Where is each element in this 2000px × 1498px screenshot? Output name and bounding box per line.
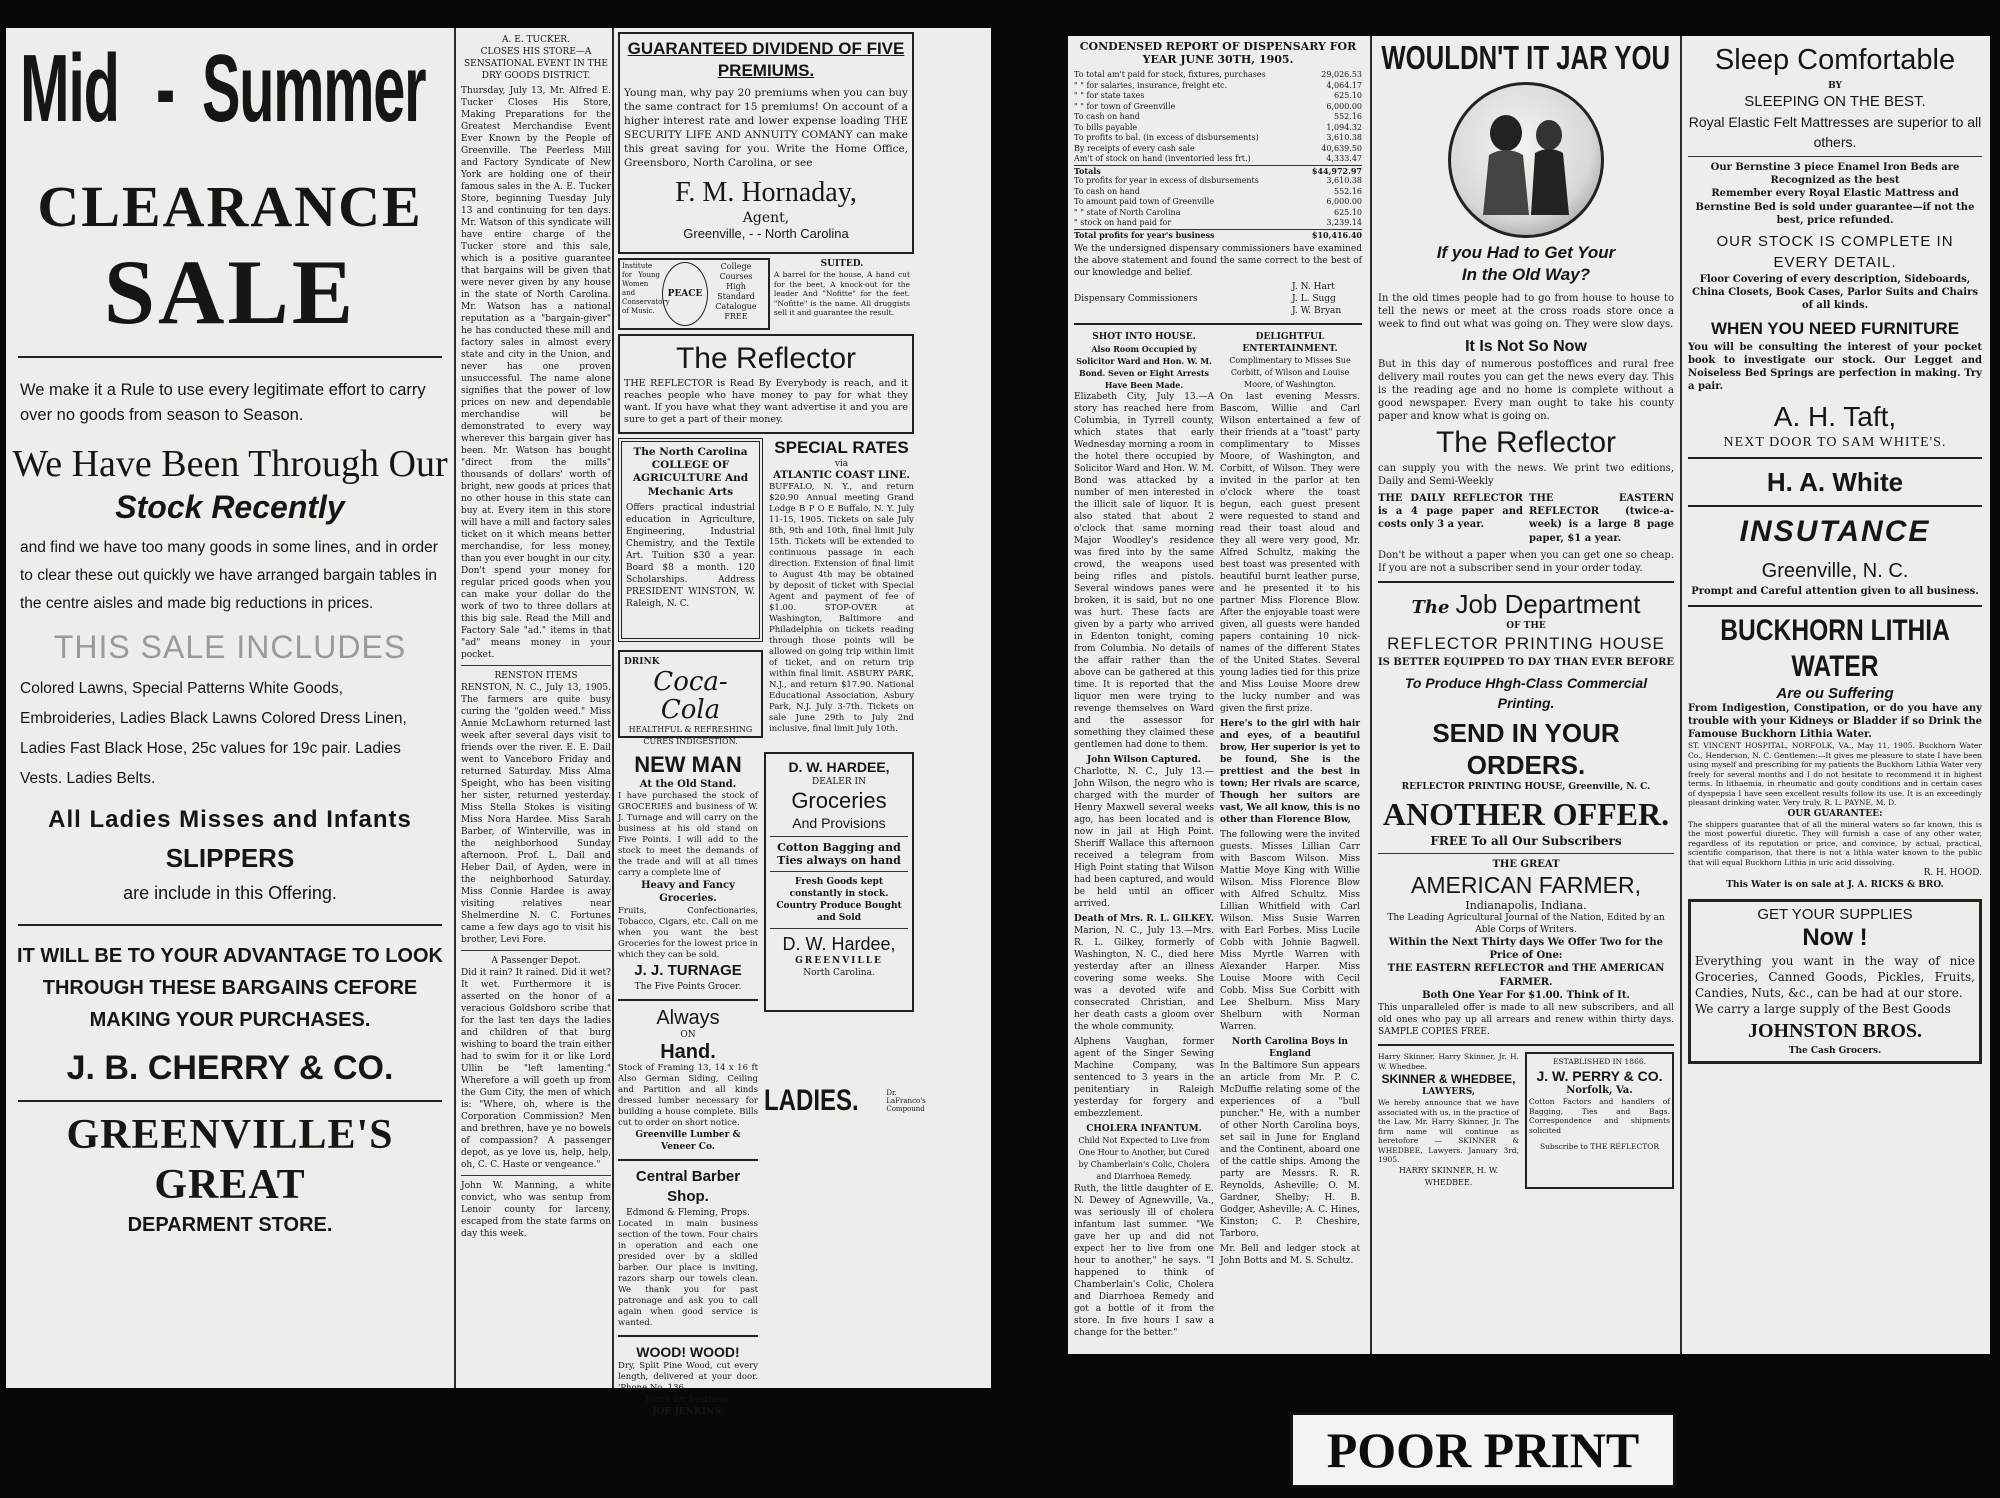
divider	[1378, 1044, 1674, 1046]
dispensary-row	[1074, 208, 1362, 219]
dispensary-row-label: To profits for year in excess of disbursements	[1074, 176, 1259, 186]
mid-summer-heading	[6, 34, 454, 174]
heavy-fancy: Heavy and Fancy Groceries.	[641, 880, 735, 905]
dispensary-row-value: $10,416.40	[1311, 229, 1362, 240]
floor-text: Floor Covering of every description, Sideboards, China Closets, Book Cases, Parlor Suits and Chairs of all kinds.	[1692, 274, 1978, 312]
right-newspaper-page	[1068, 36, 1990, 1354]
divider	[18, 356, 442, 358]
greenville-nc: Greenville, N. C.	[1761, 560, 1909, 583]
remember-text: Remember every Royal Elastic Mattress and Bernstine Bed is sold under guarantee—if not the best, price refunded.	[1695, 188, 1975, 226]
dispensary-row-label: To total am't paid for stock, fixtures, purchases	[1074, 70, 1266, 80]
page-gutter	[1000, 0, 1058, 1498]
white-name: H. A. White	[1766, 467, 1904, 498]
dispensary-row-label: Total profits for year's business	[1074, 229, 1215, 240]
sleeping-text: SLEEPING ON THE BEST.	[1744, 93, 1926, 110]
hardee-signature: D. W. Hardee,	[782, 934, 896, 955]
cholera-subheading: Child Not Expected to Live from One Hour to Another, but Cured by Chamberlain's Colic, Cholera and Diarrhoea Remedy.	[1078, 1136, 1210, 1182]
johnston-name: JOHNSTON BROS.	[1747, 1020, 1923, 1043]
ladies-heading: LADIES.	[764, 1084, 859, 1117]
wood-signoff: Yours for business,	[644, 1394, 732, 1405]
renston-heading: RENSTON ITEMS	[494, 671, 578, 681]
dispensary-row	[1074, 144, 1362, 155]
reflector-address: REFLECTOR PRINTING HOUSE, Greenville, N. C.	[1401, 782, 1651, 793]
always-body: Stock of Framing 13, 14 x 16 ft Also German Siding, Ceiling and Partition and all kinds dressed lumber necessary for building a house complete. Bills cut to order on short notice.	[618, 1062, 758, 1128]
agent-label: Agent,	[742, 210, 790, 226]
ladies-ad	[764, 1082, 926, 1120]
dispensary-row-value: 1,094.32	[1326, 122, 1362, 132]
dispensary-row-label: Am't of stock on hand (inventoried less frt.)	[1074, 154, 1251, 164]
newman-heading: NEW MAN	[634, 752, 742, 777]
included-text: are include in this Offering.	[123, 883, 337, 903]
ads-column	[616, 28, 926, 1417]
supplies-body: Everything you want in the way of nice Groceries, Canned Goods, Pickles, Fruits, Candies, Nuts, &c., can be had at our store.	[1695, 954, 1975, 1001]
vaughan-article: Alphens Vaughan, former agent of the Singer Sewing Machine Company, was sentenced to 3 years in the penitentiary in Raleigh yesterday for forgery and embezzlement.	[1074, 1037, 1214, 1120]
journal-text: The Leading Agricultural Journal of the Nation, Edited by an Able Corps of Writers.	[1387, 913, 1665, 936]
turnage-name: J. J. TURNAGE	[634, 961, 742, 979]
daily-edition: THE DAILY REFLECTOR is a 4 page paper and costs only 3 a year.	[1378, 493, 1523, 531]
divider	[1688, 457, 1982, 459]
shot-article: Elizabeth City, July 13.—A story has reached here from Columbia, in Tyrrell county, which states that early Wednesday morning a room in the hotel there occupied by Solicitor Ward and Hon. W. M. Bond was attacked by a number of men interested in the illicit sale of liquor. It is also stated that about 2 o'clock that same morning Major Woodley's residence was fired into by the same crowd, the weapons used being rifles and pistols. Several windows panes were broken, it is said, but no one was hurt. These facts are given by a party who arrived in Edenton tonight, coming from Columbia. No details of the affair rather than the above can be gathered at this time. It is reported that the liquor men were trying to revenge themselves on Ward and the assessor for something they claimed these gentlemen had done to them.	[1074, 392, 1214, 751]
always-heading: Always	[656, 1006, 720, 1029]
both-text: Both One Year For $1.00. Think of It.	[1422, 989, 1630, 1001]
hardee-dealer: DEALER IN	[812, 777, 866, 787]
college-column	[618, 438, 763, 748]
skinner-name: SKINNER & WHEDBEE,	[1381, 1072, 1516, 1087]
shot-heading: SHOT INTO HOUSE.	[1092, 332, 1196, 343]
reflector-body: can supply you with the news. We print two editions, Daily and Semi-Weekly	[1378, 462, 1674, 487]
divider	[770, 836, 908, 837]
dispensary-row-label: " " state of North Carolina	[1074, 207, 1181, 217]
suited-body: A barrel for the house, A hand cut for the beet, A knock-out for the leader And "Nofitte" for the feet. "Nofitte" is the name. All druggists sell it and guarantee the result.	[773, 270, 910, 317]
skinner-ad	[1378, 1052, 1519, 1189]
dividend-body: Young man, why pay 20 premiums when you can buy the same contract for 15 premiums! On account of a higher interest rate and lower expense loading THE SECURITY LIFE AND ANNUITY COMANY can make this great saving for you. Write the Home Office, Greensboro, North Carolina, or see	[624, 87, 908, 169]
newman-hardee-row	[618, 752, 926, 1418]
dispensary-row	[1074, 229, 1362, 241]
rates-body: BUFFALO, N. Y., and return $20.90 Annual meeting Grand Lodge B P O E Buffalo, N. Y. July 11-15, 1905. Tickets on sale July 8th, 9th and 10th, final limit July 15th. Tickets will be extended to continuous passage in each direction. Extension of final limit to August 4th may be obtained by deposit of ticket with Special Agent and payment of fee of $1.00. STOP-OVER at Washington, Baltimore and Philadelphia on tickets reading through those points will be allowed on going trip within limit of ticket, and on return trip within final limit. ASBURY PARK, N.J., and return $17.90. National Educational Association, Asbury Park, N.J. July 3-7th. Tickets on sale June 29th to July 2nd inclusive, final limit July 10th.	[769, 482, 914, 734]
divider	[461, 1175, 611, 1176]
dispensary-row-value: 625.10	[1334, 207, 1362, 217]
boys-article: In the Baltimore Sun appears an article from Mr. P. C. McDuffie relating some of the experiences of a "bull puncher." He, with a number of other North Carolina boys, set sail in June for England and the Continent, aboard one of the cattle ships. Among the party are Messrs. R. R. Reynolds, Asheville; O. M. Gardner, Shelby; H. B. Godger, Asheville; A. C. Hines, Kinston; C. P. Cheshire, Tarboro.	[1220, 1061, 1360, 1240]
divider	[1074, 323, 1362, 325]
dispensary-row-value: 552.16	[1334, 112, 1362, 122]
dividend-heading: GUARANTEED DIVIDEND OF FIVE PREMIUMS.	[627, 39, 905, 80]
rates-heading: SPECIAL RATES	[774, 438, 909, 457]
bernstine-text: Our Bernstine 3 piece Enamel Iron Beds are Recognized as the best	[1710, 162, 1960, 187]
job-heading-row	[1378, 589, 1674, 620]
carry-text: We carry a large supply of the Best Goods	[1695, 1002, 1951, 1017]
send-orders: SEND IN YOUR ORDERS.	[1432, 718, 1620, 781]
summer-word: Summer	[202, 35, 426, 142]
jar-illustration	[1448, 82, 1604, 238]
all-ladies-heading: All Ladies Misses and Infants	[48, 806, 412, 833]
wood-heading: WOOD! WOOD!	[636, 1343, 740, 1360]
divider	[618, 999, 758, 1001]
produce-text: To Produce Hhgh-Class Commercial Printing.	[1404, 675, 1648, 712]
signer: J. W. Bryan	[1292, 306, 1342, 317]
dispensary-row	[1074, 176, 1362, 187]
signer: J. L. Sugg	[1292, 294, 1336, 305]
dispensary-row-label: Totals	[1074, 165, 1101, 176]
cholera-heading: CHOLERA INFANTUM.	[1086, 1124, 1202, 1135]
guarantee-heading: OUR GUARANTEE:	[1787, 808, 1883, 819]
groceries-heading: Groceries	[791, 788, 887, 813]
poor-print-label: POOR PRINT	[1290, 1412, 1676, 1488]
column-rule	[1370, 36, 1372, 1354]
suited-ad	[770, 258, 914, 330]
divider	[18, 924, 442, 926]
printing-house: REFLECTOR PRINTING HOUSE	[1387, 634, 1665, 654]
suffering-text: Are ou Suffering	[1776, 684, 1894, 702]
guarantee-text: The shippers guarantee that of all the mineral waters so far known, this is the most powerful diuretic. They will furnish a case of any other water, regardless of its reputation or price, and convince, by actual, practical, scientific comparison, that there is not a lithia water known to the public that will equal Buckhorn Lithia in uric acid dissolving.	[1688, 819, 1982, 867]
gilkey-article: Marion, N. C., July 13.—Mrs. R. L. Gilkey, formerly of Washington, N. C., died here yesterday after an illness covering some weeks. She was a devoted wife and consecrated Christian, and her death casts a gloom over the whole community.	[1074, 926, 1214, 1033]
dispensary-row	[1074, 218, 1362, 229]
of-the: OF THE	[1506, 621, 1546, 632]
peace-right-text: College Courses High Standard Catalogue FREE	[715, 262, 757, 321]
stock-complete: OUR STOCK IS COMPLETE IN EVERY DETAIL.	[1716, 233, 1954, 272]
bagging-text: Cotton Bagging and Ties always on hand	[777, 841, 901, 868]
ladies-compound: Dr. LaFranco's Compound	[886, 1089, 926, 1113]
newman-body: I have purchased the stock of GROCERIES and business of W. J. Turnage and will carry on the business at his old stand on Five Points. I will add to the stock to meet the demands of the trade and will at all times carry a complete line of	[618, 791, 758, 879]
lumber-name: Greenville Lumber & Veneer Co.	[635, 1129, 741, 1152]
dispensary-row-label: " " for state taxes	[1074, 91, 1145, 101]
column-rule	[1680, 36, 1682, 1354]
sale-includes: THIS SALE INCLUDES	[53, 629, 407, 665]
always-on: ON	[680, 1029, 696, 1040]
dispensary-row-value: 625.10	[1334, 91, 1362, 101]
news-column-tucker	[458, 28, 614, 1388]
hardee-ad	[764, 752, 914, 1012]
news-column-shot	[1074, 331, 1214, 1339]
reduction-text: and find we have too many goods in some lines, and in order to clear these out quickly we have arranged bargain tables in the centre aisles and made big reductions in prices.	[20, 539, 438, 612]
wilson-article: Charlotte, N. C., July 13.—John Wilson, the negro who is charged with the murder of Henry Maxwell several weeks ago, has been located and is now in jail at High Point. Sheriff Wallace this afternoon received a telegram from High Point stating that Wilson had been captured, and would be held until an officer arrived.	[1074, 767, 1214, 910]
hardee-name: D. W. HARDEE,	[788, 759, 890, 775]
dispensary-row	[1074, 187, 1362, 198]
job-the: The	[1411, 597, 1450, 619]
job-heading: Job Department	[1455, 589, 1641, 620]
dispensary-row-value: 6,000.00	[1326, 101, 1362, 111]
sleep-heading: Sleep Comfortable	[1714, 44, 1956, 76]
news-column-delight	[1220, 331, 1360, 1339]
editions	[1378, 492, 1674, 545]
skinner-signature: HARRY SKINNER, H. W. WHEDBEE.	[1398, 1165, 1499, 1187]
cherry-advertisement	[6, 28, 454, 1388]
items-text: Colored Lawns, Special Patterns White Goods, Embroideries, Ladies Black Lawns Colored Dress Linen, Ladies Fast Black Hose, 25c values for 19c pair. Ladies Vests. Ladies Belts.	[20, 680, 407, 787]
jar-heading: WOULDN'T IT JAR YOU	[1381, 39, 1671, 76]
news-columns	[1074, 331, 1362, 1339]
left-newspaper-page	[6, 28, 991, 1417]
dispensary-row-value: 6,000.00	[1326, 197, 1362, 207]
sale-heading: SALE	[103, 241, 357, 343]
delight-article: On last evening Messrs. Bascom, Willie and Carl Wilson entertained a few of their friends at a "toast" party complimentary to Misses Moore, of Washington, and Corbitt, of Wilson. They were invited in the parlor at ten o'clock where the toast begun, each guest present were requested to stand and read their toast aloud and they all were very good, Mr. Alfred Schultz, making the best toast was presented with beautiful burnt leather purse, and he presented it to his partner Miss Florence Blow. After the enjoyable toast were given, all guests were handed papers containing 10 nick-names of the different States of the United States. Several young ladies tied for this prize and Miss Louise Moore drew the lucky number and was given the first prize.	[1220, 392, 1360, 715]
skinner-perry-row	[1378, 1052, 1674, 1189]
buckhorn-letter: ST. VINCENT HOSPITAL, NORFOLK, VA., May 11, 1905. Buckhorn Water Co., Henderson, N. C. Gentlemen:—It gives me pleasure to state I have been using myself and prescribing for my patients the Buckhorn Lithia Water very freely for several months and I do not hesitate to recommend it in highest terms. In lithaemia, in rheumatic and gouty conditions and in certain cases of dyspepsia I have seen excellent results follow its use. It is an exceedingly pleasant drinking water. Very truly, R. L. PAYNE, M. D.	[1688, 741, 1982, 808]
great-label: THE GREAT	[1492, 858, 1560, 870]
need-furniture: WHEN YOU NEED FURNITURE	[1710, 318, 1960, 338]
dispensary-row-value: 3,610.38	[1326, 176, 1362, 186]
peace-ad	[618, 258, 770, 330]
turnage-sub: The Five Points Grocer.	[634, 981, 742, 992]
divider	[1688, 505, 1982, 507]
divider	[461, 950, 611, 951]
hood-signature: R. H. HOOD.	[1923, 868, 1982, 879]
another-offer: ANOTHER OFFER.	[1382, 796, 1670, 833]
dispensary-row-label: To bills payable	[1074, 122, 1138, 132]
dispensary-row	[1074, 133, 1362, 144]
jar-question-2: In the Old Way?	[1461, 265, 1591, 284]
toast-poem: Here's to the girl with hair and eyes, of a beautiful brow, Her superior is yet to be found, She is the prettiest and the best in town; Her rivals are scarce, Though her suitors are vast, We all know, this is no other than Florence Blow,	[1220, 719, 1360, 826]
prompt-text: Prompt and Careful attention given to all business.	[1691, 586, 1979, 598]
hornaday-name: F. M. Hornaday,	[675, 177, 857, 208]
column-rule	[612, 28, 614, 1388]
mid-word: Mid	[20, 35, 119, 142]
lawyers-label: LAWYERS,	[1421, 1087, 1476, 1098]
dispensary-row-label: To cash on hand	[1074, 186, 1140, 196]
jar-now: It Is Not So Now	[1465, 337, 1587, 355]
hardee-column	[758, 752, 926, 1418]
barber-heading: Central Barber Shop.	[635, 1167, 741, 1205]
newman-sub: At the Old Stand.	[639, 779, 737, 790]
wilson-heading: John Wilson Captured.	[1087, 755, 1201, 766]
dispensary-row-label: To profits to bal. (in excess of disbursements)	[1074, 133, 1259, 143]
dispensary-row	[1074, 123, 1362, 134]
dispensary-row	[1074, 102, 1362, 113]
hand-heading: Hand.	[660, 1040, 716, 1063]
now-heading: Now !	[1802, 924, 1868, 952]
jar-question-1: If you Had to Get Your	[1436, 243, 1616, 262]
divider	[1378, 853, 1674, 854]
last-article: Mr. Bell and ledger stock at John Botts and M. S. Schultz.	[1220, 1244, 1360, 1267]
divider	[1688, 605, 1982, 607]
cholera-article: Ruth, the little daughter of E. N. Dewey of Agnewville, Va., was seriously ill of cholera infantum last summer. "We gave her up and did not expect her to live from one hour to another," he says. "I happened to think of Chamberlain's Colic, Cholera and Diarrhoea Remedy and got a bottle of it from the store. In five hours I saw a change for the better."	[1074, 1184, 1214, 1339]
dispensary-row-label: " " for town of Greenville	[1074, 101, 1176, 111]
perry-ad	[1525, 1052, 1674, 1189]
through-heading: We Have Been Through Our	[12, 443, 448, 485]
divider	[1378, 581, 1674, 583]
reflector-ads-column	[1374, 36, 1678, 1354]
wood-body: Dry, Split Pine Wood, cut every length, delivered at your door. 'Phone No. 136.	[618, 1360, 758, 1393]
divider	[770, 871, 908, 872]
by-label: BY	[1828, 81, 1842, 91]
subscribe-text: Don't be without a paper when you can get one so cheap. If you are not a subscriber send in your order today.	[1378, 549, 1674, 575]
mid-dash: -	[156, 35, 176, 142]
free-text: FREE To all Our Subscribers	[1430, 834, 1622, 849]
furniture-ads-column	[1684, 36, 1986, 1354]
barber-body: Located in main business section of the town. Four chairs in operation and each one presided over by a skilled barber. Our place is inviting, razors sharp our towels clean. We thank you for past patronage and ask you to call again when good service is wanted.	[618, 1218, 758, 1328]
delight-heading: DELIGHTFUL ENTERTAINMENT.	[1242, 332, 1338, 355]
dispensary-row	[1074, 154, 1362, 165]
perry-established: ESTABLISHED IN 1866.	[1552, 1057, 1646, 1067]
indianapolis: Indianapolis, Indiana.	[1465, 898, 1587, 912]
supplies-heading: GET YOUR SUPPLIES	[1757, 906, 1913, 924]
tucker-article: Thursday, July 13, Mr. Alfred E. Tucker Closes His Store, Making Preparations for the Greatest Merchandise Event Ever Known by the People of Greenville. The Peerless Mill and Factory Syndicate of New York are holding one of their famous sales in the A. E. Tucker Store, beginning Tuesday July 13 and continuing for ten days. Mr. Watson of this syndicate will have entire charge of the Tucker store and this sale, which is a positive guarantee that bargains will be given that were never given by any house in the state of North Carolina. Mr. Watson has a national reputation as a "bargain-giver" he has conducted these mill and factory sales in almost every state and city in the Union, and never has one proven unsuccessful. The name alone signifies that the power of low prices on new and dependable merchandise will be demonstrated to every way wherever this bargain giver has been. Mr. Watson has bought "direct from the mills" thousands of dollars' worth of bright, new goods at prices that no other house in this state can buy at. Every item in this store will have a mill and factory sales ticket on it which means better merchandise, for less money, than you ever bought in our city. Don't spend your money for regular priced goods when you can make your dollar do the work of two to three dollars at this big sale. Read the Mill and Factory Sale "ad." items in that "ad" means money in your pocket.	[461, 86, 611, 660]
dispensary-row	[1074, 197, 1362, 208]
hardee-town: GREENVILLE	[795, 956, 883, 967]
peace-suited-row	[618, 258, 914, 330]
dept-store: DEPARMENT STORE.	[127, 1214, 333, 1236]
signer: J. N. Hart	[1292, 282, 1335, 293]
wood-signature: JOE JENKINS.	[652, 1406, 724, 1417]
drink-tagline: HEALTHFUL & REFRESHING CURES INDIGESTION.	[628, 725, 753, 746]
passenger-heading: A Passenger Depot.	[491, 956, 581, 966]
boys-heading: North Carolina Boys in England	[1232, 1037, 1348, 1060]
dispensary-row-label: To cash on hand	[1074, 112, 1140, 122]
fresh-text: Fresh Goods kept constantly in stock. Country Produce Bought and Sold	[776, 877, 902, 924]
dispensary-signatures	[1074, 281, 1362, 317]
passenger-article: Did it rain? It rained. Did it wet? It wet. Furthermore it is asserted on the honor of a veracious Goldsboro scribe that for the last ten days the ladies and children of that burg wishing to board the train either had to swim for it or like Lord Ullin be "left lamenting." Wherefore a will goeth up from the Gum City, the men of which is: "Where, oh, where is the Corporation Commission? Men and brethren, have ye no bowels of compassion? A passenger depot, as ye love us, help, help, oh, C. C. Haste or vengeance."	[461, 968, 611, 1170]
johnston-ad	[1688, 899, 1982, 1064]
tucker-subheading: CLOSES HIS STORE—A SENSATIONAL EVENT IN THE DRY GOODS DISTRICT.	[463, 47, 609, 81]
rates-via: via	[834, 459, 849, 469]
equipped-text: IS BETTER EQUIPPED TO DAY THAN EVER BEFORE	[1378, 657, 1675, 669]
provisions-heading: And Provisions	[792, 815, 886, 831]
dispensary-heading: CONDENSED REPORT OF DISPENSARY FOR YEAR JUNE 30TH, 1905.	[1079, 40, 1357, 67]
dispensary-row-value: 29,026.53	[1321, 70, 1362, 80]
dispensary-row-value: 4,064.17	[1326, 80, 1362, 90]
dispensary-row-value: 3,239.14	[1326, 218, 1362, 228]
american-farmer: AMERICAN FARMER,	[1410, 871, 1642, 898]
signers-list	[1292, 281, 1362, 317]
dispensary-row	[1074, 81, 1362, 92]
peace-seal: PEACE	[662, 262, 708, 326]
clearance-heading: CLEARANCE	[37, 174, 423, 239]
dispensary-row	[1074, 165, 1362, 177]
hardee-state: North Carolina.	[803, 968, 875, 979]
advantage-text: IT WILL BE TO YOUR ADVANTAGE TO LOOK THROUGH THESE BARGAINS CEFORE MAKING YOUR PURCHASES.	[17, 945, 443, 1031]
college-rates-row	[618, 438, 914, 748]
guest-list: The following were the invited guests. Misses Lillian Carr with Bascom Wilson. Miss Mattie Moye King with Willie Wilson. Miss Florence Blow with Alfred Schultz. Miss Lillian Whitfield with Carl Wilson. Miss Susie Warren with Earl Forbes. Miss Lucile Cobb with Johnie Bagwell. Miss Myrtle Warren with Alexander Harper. Miss Louise Moore with Cecil Cobb. Miss Sue Corbitt with Lee Shelburn. Miss Mary Shelburn with Norman Warren.	[1220, 830, 1360, 1033]
college-body: Offers practical industrial education in Agriculture, Engineering, Industrial Chemistry, and the Textile Art. Tuition $30 a year. Board $8 a month. 120 Scholarships. Address PRESIDENT WINSTON, W. Raleigh, N. C.	[626, 502, 755, 609]
consult-text: You will be consulting the interest of your pocket book to investigate our stock. Our Legget and Noiseless Bed Springs are perfection in making. Try a pair.	[1688, 341, 1982, 393]
gilkey-heading: Death of Mrs. R. L. GILKEY.	[1074, 914, 1214, 925]
royal-text: Royal Elastic Felt Mattresses are superior to all others.	[1688, 114, 1982, 150]
jar-body-2: But in this day of numerous postoffices and rural free delivery mail routes you can get the news every day. This is the reading age and no home is complete without a good newspaper. Every man ought to take his county paper and know what is going on.	[1378, 358, 1674, 423]
divider	[618, 1335, 758, 1337]
dispensary-affirmation: We the undersigned dispensary commissioners have examined the above statement and found the same correct to the best of our knowledge and belief.	[1074, 244, 1362, 279]
sale-at: This Water is on sale at J. A. RICKS & BRO.	[1726, 880, 1944, 891]
dispensary-row-label: To amount paid town of Greenville	[1074, 197, 1215, 207]
rates-ad	[763, 438, 914, 748]
dispensary-row-label: " stock on hand paid for	[1074, 218, 1172, 228]
greenville-great: GREENVILLE'S GREAT	[66, 1112, 394, 1208]
column-rule	[454, 28, 456, 1388]
dispensary-row	[1074, 112, 1362, 123]
newman-column	[618, 752, 758, 1418]
people-illustration-icon	[1451, 85, 1601, 235]
delight-subheading: Complimentary to Misses Sue Corbitt, of Wilson and Louise Moore, of Washington.	[1229, 356, 1351, 390]
eastern-edition: THE EASTERN REFLECTOR (twice-a-week) is a large 8 page paper, $1 a year.	[1529, 493, 1674, 544]
divider	[770, 928, 908, 929]
divider	[1688, 156, 1982, 157]
reflector-body: THE REFLECTOR is Read By Everybody is reach, and it reaches people who have money to pay for what they want. If you have what they want advertise it and you are sure to get a part of their money.	[624, 378, 908, 425]
combo-text: THE EASTERN REFLECTOR and THE AMERICAN FARMER.	[1387, 963, 1665, 988]
dispensary-row-value: $44,972.97	[1311, 165, 1362, 176]
divider	[461, 665, 611, 666]
taft-name: A. H. Taft,	[1773, 401, 1897, 433]
buckhorn-body: From Indigestion, Constipation, or do you have any trouble with your Kidneys or Bladder if so Drink the Famouse Buckhorn Lithia Water.	[1688, 702, 1982, 741]
renston-article: RENSTON, N. C., July 13, 1905. The farmers are quite busy curing the "golden weed." Miss Annie McLawhorn returned last week after several days visit to friends over the river. E. E. Dail went to Vanceboro Friday and returned Saturday. Miss Alma Speight, who has been visiting her sister, returned yesterday. Miss Stella Stokes is visiting Miss Nora Hardee. Miss Sarah Barber, of Winterville, was in the neighborhood Sunday afternoon. Prof. L. Dail and Heber Dail, of Ayden, were in the neighborhood Saturday. Miss Connie Hardee is away visiting relatives near Shelmerdine N. C. Fortunes came a few days ago to visit his brother, Levi Fore.	[461, 683, 611, 945]
dispensary-row	[1074, 70, 1362, 81]
perry-body: Cotton Factors and handlers of Bagging, Ties and Bags. Correspondence and shipments solicited	[1529, 1097, 1670, 1135]
coca-cola-logo: Coca-Cola	[653, 667, 728, 725]
skinner-body: We hereby announce that we have associated with us, in the practice of the Law, Mr. Harry Skinner, Jr. The firm name will continue as heretofore — SKINNER & WHEDBEE, Lawyers. January 3rd, 1905.	[1378, 1098, 1519, 1165]
suited-heading: SUITED.	[820, 259, 864, 269]
peace-left-text: Institute for Young Women and Conservatory of Music.	[622, 262, 670, 315]
jar-body: In the old times people had to go from house to house to tell the news or meet at the cross roads store once a week to find out what was going on. They were slow days.	[1378, 293, 1674, 331]
signers-label: Dispensary Commissioners	[1074, 294, 1198, 305]
dividend-ad	[618, 32, 914, 254]
both-body: This unparalleled offer is made to all new subscribers, and all old ones who pay up all arrears and renew within thirty days. SAMPLE COPIES FREE.	[1378, 1003, 1674, 1038]
perry-location: Norfolk, Va.	[1566, 1085, 1633, 1097]
next-door: NEXT DOOR TO SAM WHITE'S.	[1723, 435, 1947, 451]
cash-grocers: The Cash Grocers.	[1788, 1046, 1882, 1057]
divider	[18, 1100, 442, 1102]
perry-footer: Subscribe to THE REFLECTOR	[1539, 1142, 1660, 1152]
perry-name: J. W. PERRY & CO.	[1536, 1068, 1663, 1085]
dispensary-row-value: 40,639.50	[1321, 143, 1362, 153]
dispensary-table	[1074, 70, 1362, 240]
slippers-heading: SLIPPERS	[165, 843, 295, 873]
dispensary-row-label: By receipts of every cash sale	[1074, 143, 1195, 153]
barber-sub: Edmond & Fleming, Props.	[626, 1207, 750, 1218]
company-name: J. B. CHERRY & CO.	[66, 1049, 394, 1087]
dispensary-row-value: 552.16	[1334, 186, 1362, 196]
rates-line: ATLANTIC COAST LINE.	[773, 470, 910, 481]
reflector-ad	[618, 334, 914, 434]
college-heading: The North Carolina COLLEGE OF AGRICULTURE And Mechanic Arts	[632, 446, 749, 498]
divider	[618, 1159, 758, 1161]
hornaday-location: Greenville, - - North Carolina	[683, 226, 849, 241]
dispensary-row-label: " " for salaries, insurance, freight etc.	[1074, 80, 1228, 90]
stock-heading: Stock Recently	[115, 489, 345, 525]
dispensary-row-value: 4,333.47	[1326, 154, 1362, 164]
drink-label: DRINK	[624, 657, 660, 667]
reflector-title: The Reflector	[675, 342, 857, 375]
buckhorn-heading: BUCKHORN LITHIA WATER	[1720, 613, 1950, 683]
skinner-top: Harry Skinner, Harry Skinner, Jr. H. W. Whedbee.	[1378, 1052, 1519, 1072]
insurance-heading: INSUTANCE	[1739, 515, 1931, 549]
dispensary-row	[1074, 91, 1362, 102]
dispensary-row-value: 3,610.38	[1326, 133, 1362, 143]
manning-article: John W. Manning, a white convict, who was sentup from Lenoir county for larceny, escaped from the state farms on day this week.	[461, 1181, 611, 1239]
dispensary-news-column	[1068, 36, 1368, 1354]
tucker-heading: A. E. TUCKER.	[502, 35, 570, 45]
newman-body-2: Fruits, Confectionaries, Tobacco, Cigars, etc. Call on me when you want the best Groceries for the lowest price in which they can be sold.	[618, 905, 758, 960]
college-ad	[618, 438, 763, 642]
shot-subheading: Also Room Occupied by Solicitor Ward and Hon. W. M. Bond. Seven or Eight Arrests Have Been Made.	[1076, 344, 1212, 391]
drink-ad	[618, 650, 763, 746]
rule-text: We make it a Rule to use every legitimate effort to carry over no goods from season to Season.	[20, 381, 426, 424]
reflector-title: The Reflector	[1435, 425, 1617, 459]
within-text: Within the Next Thirty days We Offer Two for the Price of One:	[1388, 937, 1664, 962]
